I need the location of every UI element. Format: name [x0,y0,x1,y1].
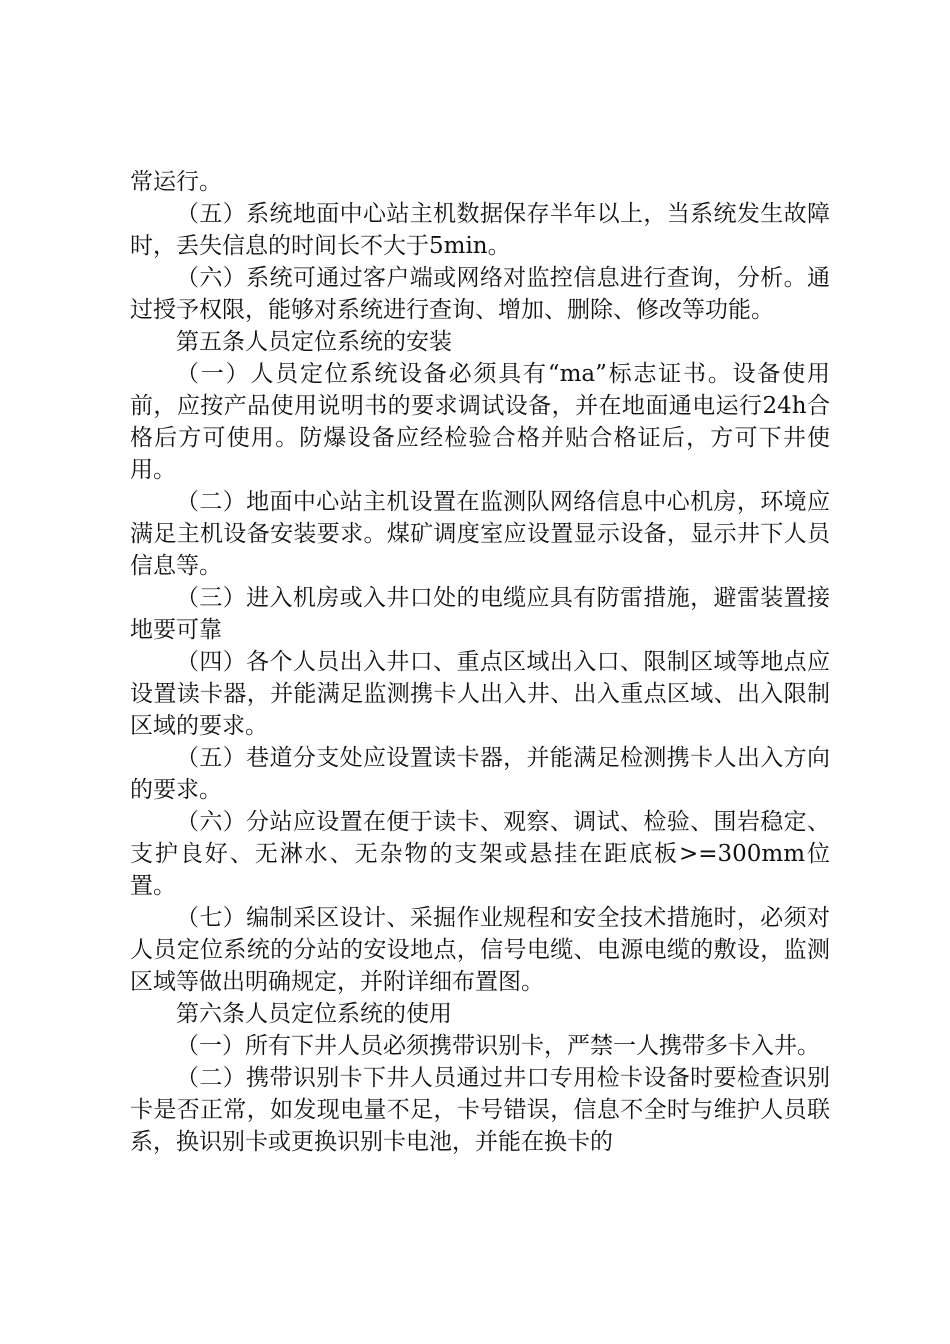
paragraph-install-item-2: （二）地面中心站主机设置在监测队网络信息中心机房，环境应满足主机设备安装要求。煤矿调度室应设置显示设备，显示井下人员信息等。 [130,489,830,579]
document-body [130,166,830,1158]
paragraph-install-item-6: （六）分站应设置在便于读卡、观察、调试、检验、围岩稳定、支护良好、无淋水、无杂物的支架或悬挂在距底板>=300mm位置。 [130,809,830,899]
paragraph-install-item-7: （七）编制采区设计、采掘作业规程和安全技术措施时，必须对人员定位系统的分站的安设地点，信号电缆、电源电缆的敷设，监测区域等做出明确规定，并附详细布置图。 [130,905,830,995]
paragraph-install-item-3: （三）进入机房或入井口处的电缆应具有防雷措施，避雷装置接地要可靠 [130,585,830,643]
paragraph-use-item-1: （一）所有下井人员必须携带识别卡，严禁一人携带多卡入井。 [176,1033,820,1059]
paragraph-install-item-5: （五）巷道分支处应设置读卡器，并能满足检测携卡人出入方向的要求。 [130,745,830,803]
paragraph-install-item-4: （四）各个人员出入井口、重点区域出入口、限制区域等地点应设置读卡器，并能满足监测携卡人出入井、出入重点区域、出入限制区域的要求。 [130,649,830,739]
paragraph-item-5-data-storage: （五）系统地面中心站主机数据保存半年以上，当系统发生故障时，丢失信息的时间长不大于5min。 [130,201,830,259]
paragraph-item-6-query: （六）系统可通过客户端或网络对监控信息进行查询，分析。通过授予权限，能够对系统进行查询、增加、删除、修改等功能。 [130,265,830,323]
paragraph-install-item-1: （一）人员定位系统设备必须具有“ma”标志证书。设备使用前，应按产品使用说明书的要求调试设备，并在地面通电运行24h合格后方可使用。防爆设备应经检验合格并贴合格证后，方可下井使用。 [130,361,830,483]
section-heading-article-6: 第六条人员定位系统的使用 [176,1001,452,1027]
paragraph-continuation: 常运行。 [130,169,222,195]
paragraph-use-item-2: （二）携带识别卡下井人员通过井口专用检卡设备时要检查识别卡是否正常，如发现电量不足，卡号错误，信息不全时与维护人员联系，换识别卡或更换识别卡电池，并能在换卡的 [130,1065,830,1155]
section-heading-article-5: 第五条人员定位系统的安装 [176,329,452,355]
